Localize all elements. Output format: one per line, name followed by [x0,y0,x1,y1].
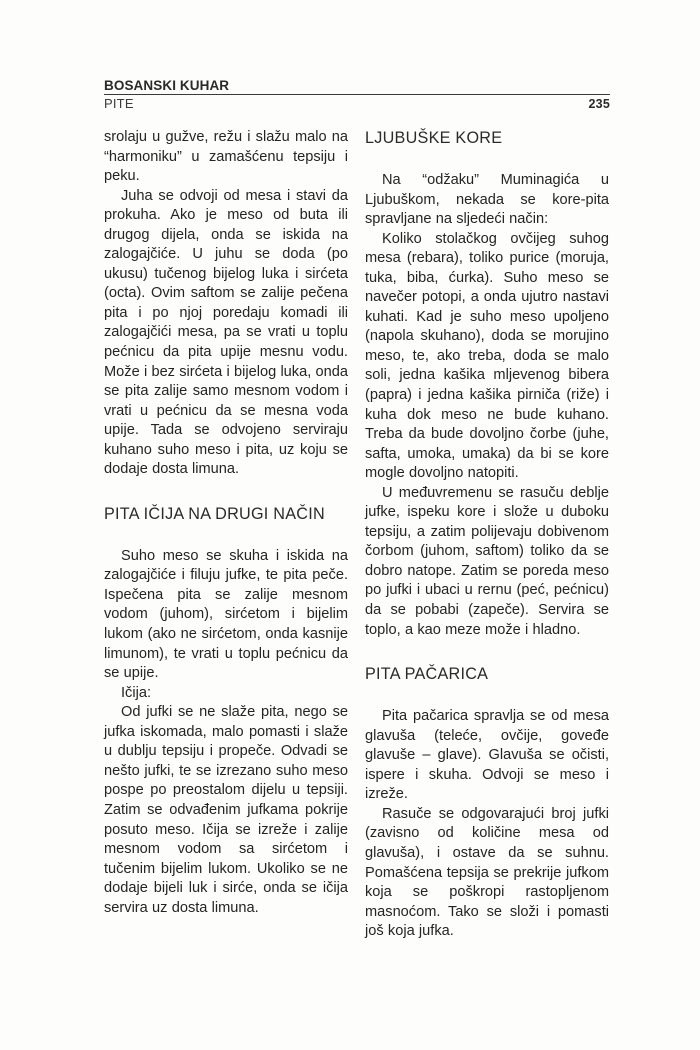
body-paragraph: Ičija: [121,684,152,701]
page-columns [104,128,610,942]
running-header [104,78,610,111]
body-paragraph: Suho meso se skuha i iskida na zalogajčiće i filuju jufke, te pita peče. Ispečena pita se zalije mesnom vodom (juhom), sirćetom i bijelim lukom (ako ne sirćetom, onda kasnije limunom), te vrati u toplu pećnicu da se upije. [104,547,348,682]
body-paragraph: Koliko stolačkog ovčijeg suhog mesa (rebara), toliko purice (moruja, tuka, biba, ćurka). Suho meso se navečer potopi, a onda ujutro nastavi kuhati. Kad je suho meso upoljeno (napola skuhano), doda se morujino meso, te, ako treba, doda se malo soli, jedna kašika mljevenog bibera (papra) i jedna kašika pirniča (riže) i kuha dok meso ne bude kuhano. Treba da bude dovoljno čorbe (juhe, safta, umoka, umaka) da bi se kore mogle dovoljno natopiti. [365,230,609,482]
body-paragraph: Pita pačarica spravlja se od mesa glavuša (teleće, ovčije, goveđe glavuše – glave). Glavuša se očisti, ispere i skuha. Odvoji se meso i izreže. [365,708,609,803]
body-paragraph: Na “odžaku” Muminagića u Ljubuškom, nekada se kore-pita spravljane na sljedeći način: [365,172,609,228]
body-paragraph: U međuvremenu se rasuču deblje jufke, ispeku kore i slože u duboku tepsiju, a zatim polijevaju dobivenom čorbom (juhom, saftom) toliko da se dobro natope. Zatim se poreda meso po jufki i ubaci u rernu (peć, pećnicu) da se pobabi (zapeče). Servira se toplo, a kao meze može i hladno. [365,484,609,638]
body-paragraph: Od jufki se ne slaže pita, nego se jufka iskomada, malo pomasti i slaže u dublju tepsiju i propeče. Odvadi se nešto jufki, te se izrezano suho meso pospe po preostalom dijelu u tepsiji. Zatim se odvađenim jufkama pokrije posuto meso. Ičija se izreže i zalije mesnom vodom sa sirćetom i tučenim bijelim lukom. Ukoliko se ne dodaje bijeli luk i sirće, onda se ičija servira uz dosta limuna. [104,704,348,916]
spacer [365,684,609,707]
spacer [104,524,348,547]
header-section-label: PITE [104,96,134,111]
spacer [365,640,609,664]
body-paragraph: srolaju u gužve, režu i slažu malo na “harmoniku” u zamašćenu tepsiju i peku. [104,129,348,185]
body-paragraph: Juha se odvoji od mesa i stavi da prokuha. Ako je meso od buta ili drugog dijela, onda se iskida na zalogajčiće. U juhu se doda (po ukusu) tučenog bijelog luka i sirćeta (octa). Ovim saftom se zalije pečena pita i po njoj poredaju komadi ili zalogajčići mesa, pa se vrati u toplu pećnicu da pita upije mesnu vodu. Može i bez sirćeta i bijelog luka, onda se pita zalije samo mesnom vodom i vrati u pećnicu da se mesna voda upije. Tada se odvojeno serviraju kuhano suho meso i pita, uz koju se dodaje dosta limuna. [104,187,348,478]
recipe-heading: LJUBUŠKE KORE [365,129,503,147]
recipe-heading: PITA IČIJA NA DRUGI NAČIN [104,504,325,523]
header-bottom-row [104,95,610,111]
spacer [104,480,348,504]
left-column [104,128,348,942]
header-book-title: BOSANSKI KUHAR [104,78,230,93]
page-number: 235 [588,97,610,111]
body-paragraph: Rasuče se odgovarajući broj jufki (zavisno od količine mesa od glavuša), i ostave da se suhnu. Pomašćena tepsija se prekrije jufkom koja se poškropi rastopljenom masnoćom. Tako se složi i pomasti još koja jufka. [365,805,609,940]
recipe-heading: PITA PAČARICA [365,665,489,684]
right-column [365,128,609,942]
spacer [365,148,609,171]
